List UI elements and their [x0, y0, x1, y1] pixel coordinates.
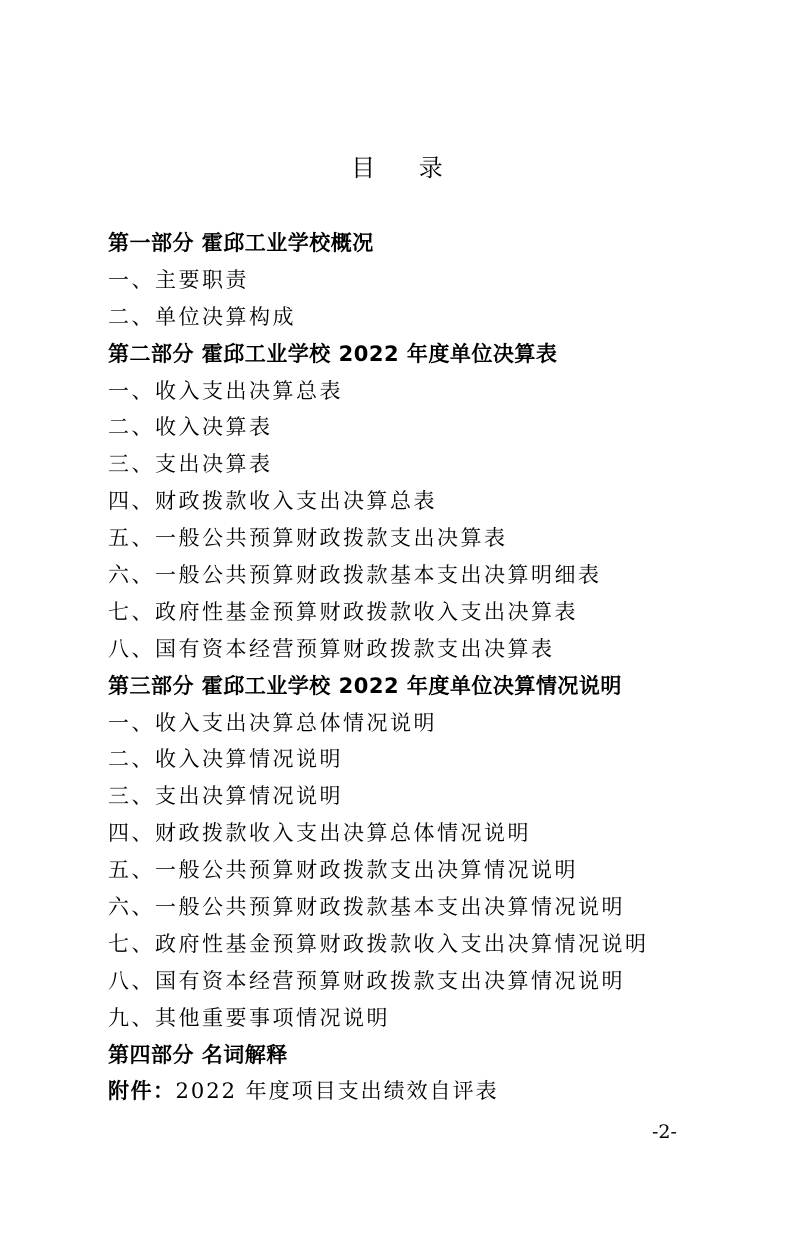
toc-item[interactable]: 七、政府性基金预算财政拨款收入支出决算情况说明: [108, 931, 649, 956]
toc-item[interactable]: 四、财政拨款收入支出决算总表: [108, 489, 437, 514]
toc-item[interactable]: 六、一般公共预算财政拨款基本支出决算情况说明: [108, 895, 625, 920]
toc-item[interactable]: 八、国有资本经营预算财政拨款支出决算表: [108, 636, 555, 661]
toc-item[interactable]: 五、一般公共预算财政拨款支出决算情况说明: [108, 858, 578, 883]
toc-item[interactable]: 六、一般公共预算财政拨款基本支出决算明细表: [108, 563, 602, 588]
toc-item[interactable]: 一、收入支出决算总表: [108, 378, 343, 403]
toc-item[interactable]: 一、收入支出决算总体情况说明: [108, 710, 437, 735]
toc-item[interactable]: 三、支出决算表: [108, 452, 273, 477]
toc-section-part-4[interactable]: 第四部分 名词解释: [108, 1042, 288, 1067]
toc-item[interactable]: 二、单位决算构成: [108, 304, 296, 329]
page-title: 目 录: [351, 154, 461, 182]
toc-item[interactable]: 九、其他重要事项情况说明: [108, 1005, 390, 1030]
attachment-text: 2022 年度项目支出绩效自评表: [175, 1079, 499, 1104]
page-number: -2-: [652, 1121, 677, 1143]
toc-section-part-3[interactable]: 第三部分 霍邱工业学校 2022 年度单位决算情况说明: [108, 673, 622, 698]
toc-item[interactable]: 二、收入决算情况说明: [108, 747, 343, 772]
toc-item[interactable]: 四、财政拨款收入支出决算总体情况说明: [108, 821, 531, 846]
attachment-label: 附件：: [108, 1079, 176, 1104]
toc-item[interactable]: 一、主要职责: [108, 267, 249, 292]
toc-item[interactable]: 二、收入决算表: [108, 415, 273, 440]
table-of-contents: [108, 225, 708, 1110]
toc-attachment[interactable]: [108, 1073, 708, 1110]
toc-item[interactable]: 五、一般公共预算财政拨款支出决算表: [108, 526, 508, 551]
toc-item[interactable]: 三、支出决算情况说明: [108, 784, 343, 809]
toc-item[interactable]: 七、政府性基金预算财政拨款收入支出决算表: [108, 599, 578, 624]
toc-section-part-2[interactable]: 第二部分 霍邱工业学校 2022 年度单位决算表: [108, 341, 558, 366]
toc-section-part-1[interactable]: 第一部分 霍邱工业学校概况: [108, 231, 374, 255]
toc-item[interactable]: 八、国有资本经营预算财政拨款支出决算情况说明: [108, 968, 625, 993]
